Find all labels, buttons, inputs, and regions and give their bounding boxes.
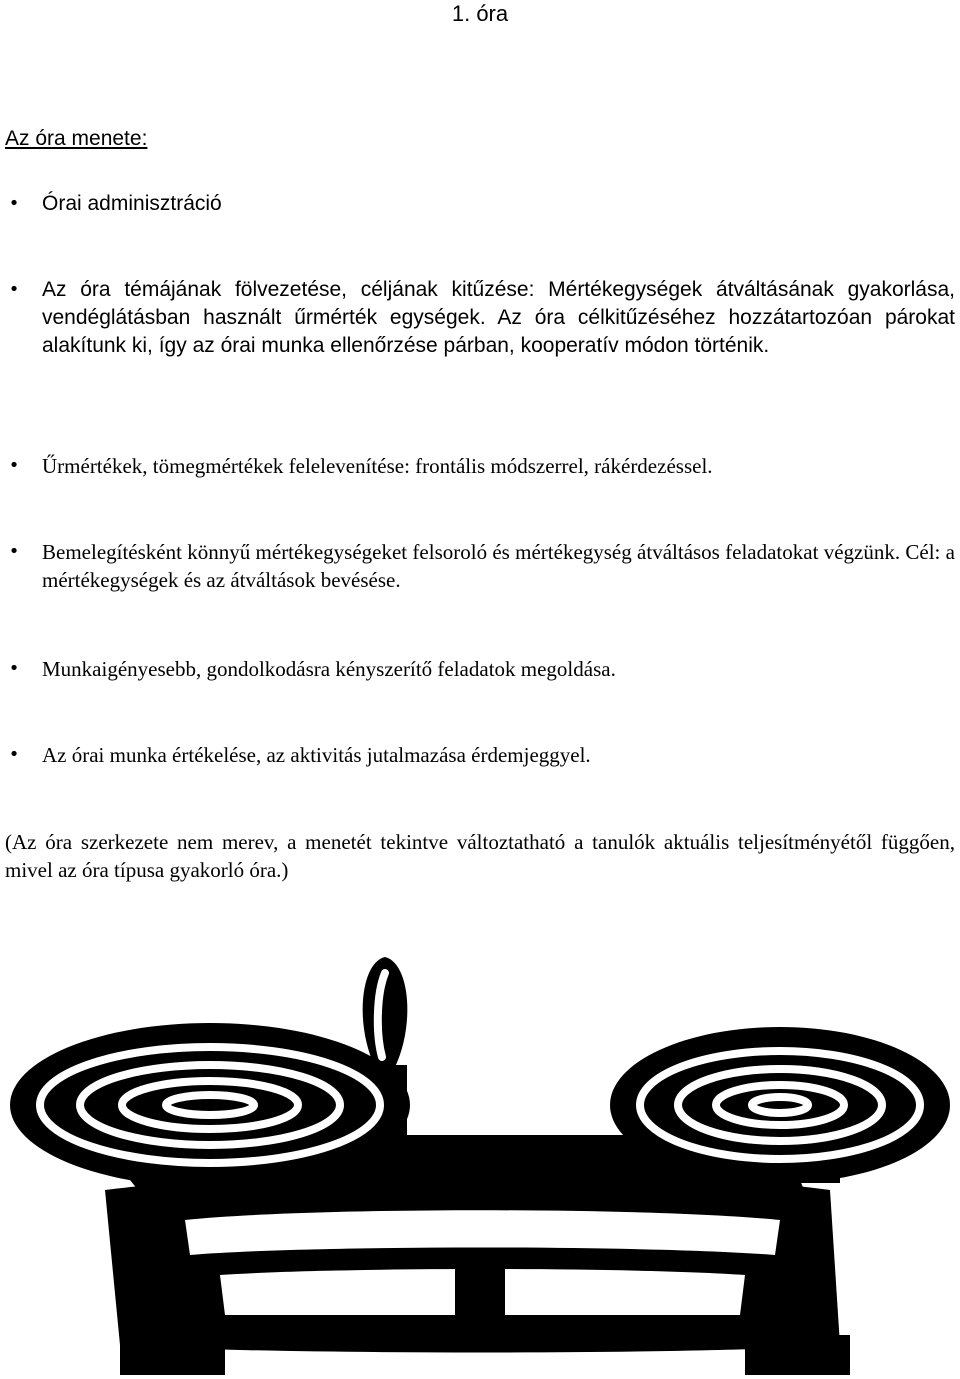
list-item	[8, 276, 955, 360]
list-item-text: Űrmértékek, tömegmértékek felelevenítése: frontális módszerrel, rákérdezéssel.	[42, 454, 713, 478]
closing-note: (Az óra szerkezete nem merev, a menetét tekintve változtatható a tanulók aktuális teljesítményétől függően, mivel az óra típusa gyakorló óra.)	[5, 830, 955, 882]
list-item	[8, 538, 955, 594]
list-item-text: Órai adminisztráció	[42, 192, 222, 215]
list-item	[8, 741, 955, 769]
bullet-icon: •	[8, 658, 20, 679]
page-title: 1. óra	[451, 1, 509, 26]
list-item-text: Munkaigényesebb, gondolkodásra kényszerítő feladatok megoldása.	[42, 657, 616, 681]
list-item-text: Az órai munka értékelése, az aktivitás jutalmazása érdemjeggyel.	[42, 743, 591, 767]
list-item-text: Az óra témájának fölvezetése, céljának kitűzése: Mértékegységek átváltásának gyakorlása, vendéglátásban használt űrmérték egységek. Az óra célkitűzéséhez hozzátartozóan párokat alakítunk ki, így az órai munka ellenőrzése párban, kooperatív módon történik.	[42, 278, 955, 357]
bullet-icon: •	[8, 744, 20, 765]
list-item	[8, 452, 955, 480]
list-item	[8, 190, 955, 218]
bullet-icon: •	[8, 541, 20, 562]
bullet-icon: •	[8, 455, 20, 476]
bullet-icon: •	[8, 279, 20, 300]
section-heading: Az óra menete:	[5, 127, 148, 150]
list-item-text: Bemelegítésként könnyű mértékegységeket felsoroló és mértékegység átváltásos feladatokat végzünk. Cél: a mértékegységek és az átváltások bevésése.	[42, 540, 955, 592]
list-item	[8, 655, 955, 683]
balance-scale-icon	[10, 955, 950, 1375]
bullet-icon: •	[8, 193, 20, 214]
